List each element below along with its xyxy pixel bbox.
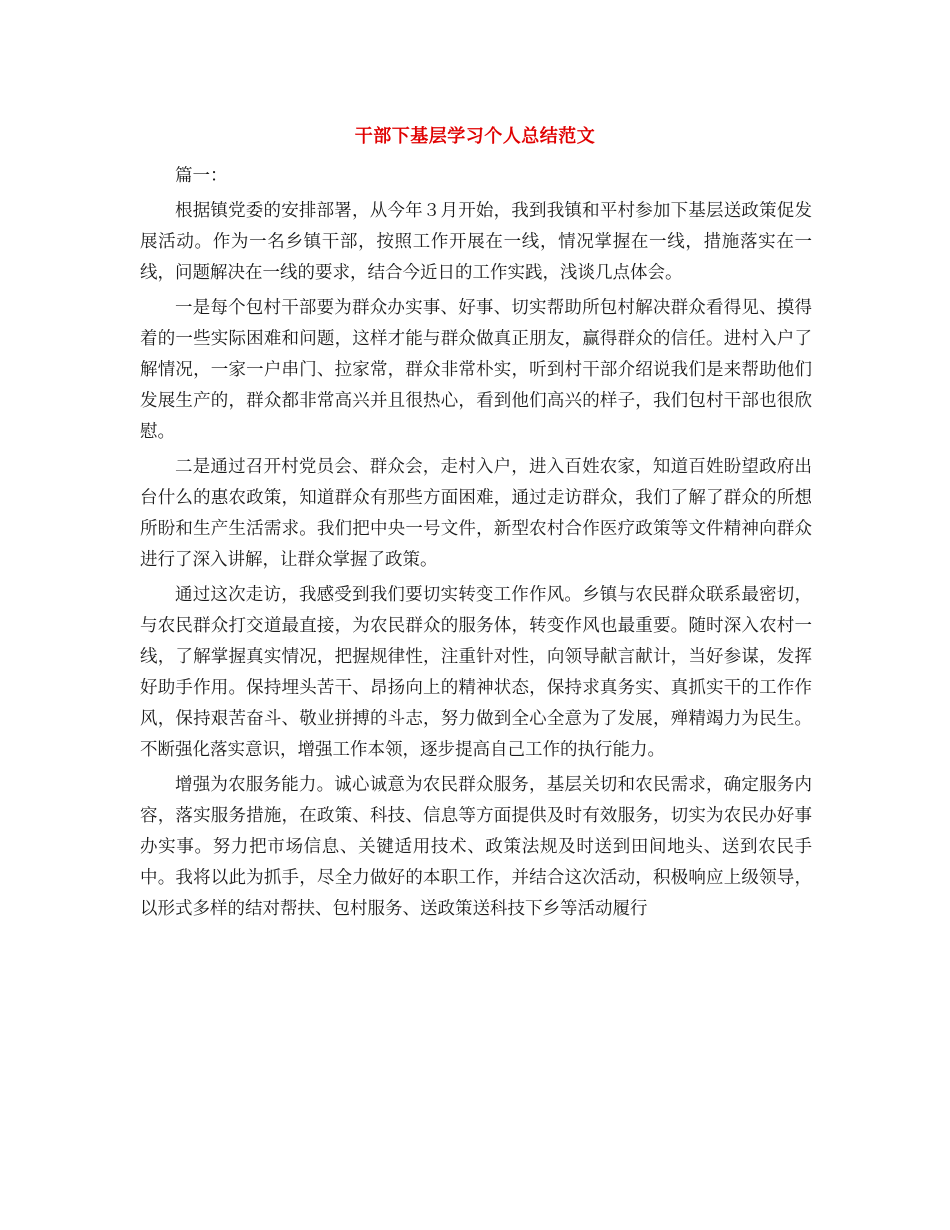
paragraph-intro: 根据镇党委的安排部署，从今年３月开始，我到我镇和平村参加下基层送政策促发展活动。作为一名乡镇干部，按照工作开展在一线，情况掌握在一线，措施落实在一线，问题解决在一线的要求，结合今近日的工作实践，浅谈几点体会。 [140,201,812,283]
document-title: 干部下基层学习个人总结范文 [354,126,596,147]
document-body [140,161,812,929]
paragraph-service: 增强为农服务能力。诚心诚意为农民群众服务，基层关切和农民需求，确定服务内容，落实服务措施，在政策、科技、信息等方面提供及时有效服务，切实为农民办好事办实事。努力把市场信息、关键适用技术、政策法规及时送到田间地头、送到农民手中。我将以此为抓手，尽全力做好的本职工作，并结合这次活动，积极响应上级领导，以形式多样的结对帮扶、包村服务、送政策送科技下乡等活动履行 [140,775,812,919]
paragraph-work-style: 通过这次走访，我感受到我们要切实转变工作作风。乡镇与农民群众联系最密切，与农民群众打交道最直接，为农民群众的服务体，转变作风也最重要。随时深入农村一线，了解掌握真实情况，把握规律性，注重针对性，向领导献言献计，当好参谋，发挥好助手作用。保持埋头苦干、昂扬向上的精神状态，保持求真务实、真抓实干的工作作风，保持艰苦奋斗、敬业拼搏的斗志，努力做到全心全意为了发展，殚精竭力为民生。不断强化落实意识，增强工作本领，逐步提高自己工作的执行能力。 [140,585,812,760]
paragraph-point-one: 一是每个包村干部要为群众办实事、好事、切实帮助所包村解决群众看得见、摸得着的一些实际困难和问题，这样才能与群众做真正朋友，赢得群众的信任。进村入户了解情况，一家一户串门、拉家常，群众非常朴实，听到村干部介绍说我们是来帮助他们发展生产的，群众都非常高兴并且很热心，看到他们高兴的样子，我们包村干部也很欣慰。 [140,298,812,442]
section-label: 篇一： [175,166,228,186]
paragraph-point-two: 二是通过召开村党员会、群众会，走村入户，进入百姓农家，知道百姓盼望政府出台什么的惠农政策，知道群众有那些方面困难，通过走访群众，我们了解了群众的所想所盼和生产生活需求。我们把中央一号文件，新型农村合作医疗政策等文件精神向群众进行了深入讲解，让群众掌握了政策。 [140,457,812,570]
